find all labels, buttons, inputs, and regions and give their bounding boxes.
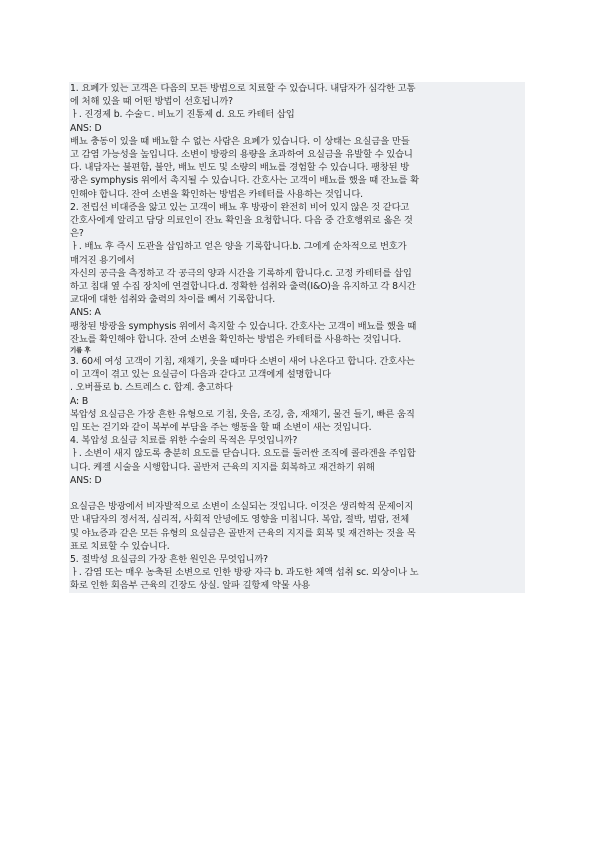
- text-line: 은?: [69, 227, 525, 240]
- text-line: 1. 요폐가 있는 고객은 다음의 모든 방법으로 치료할 수 있습니다. 내담자가 심각한 고통: [69, 82, 525, 95]
- answer-line: A: B: [69, 395, 525, 408]
- text-line: 배뇨 충동이 있을 때 배뇨할 수 없는 사람은 요폐가 있습니다. 이 상태는 요실금을 만들: [69, 135, 525, 148]
- answer-line: ANS: D: [69, 122, 525, 135]
- text-line: 만 내담자의 정서적, 심리적, 사회적 안녕에도 영향을 미칩니다. 복압, 절박, 범람, 전체: [69, 513, 525, 526]
- text-line: 인해야 합니다. 잔여 소변을 확인하는 방법은 카테터를 사용하는 것입니다.: [69, 188, 525, 201]
- text-line: 광은 symphysis 위에서 촉지될 수 있습니다. 간호사는 고객이 배뇨를 했을 때 잔뇨를 확: [69, 174, 525, 187]
- text-line: ㅏ. 감염 또는 매우 농축된 소변으로 인한 방광 자극 b. 과도한 체액 섭취 sc. 외상이나 노: [69, 566, 525, 579]
- text-line: 이 고객이 겪고 있는 요실금이 다음과 같다고 고객에게 설명합니다: [69, 368, 525, 381]
- text-line: ㅏ. 진경제 b. 수술ㄷ. 비뇨기 진통제 d. 요도 카테터 삽입: [69, 108, 525, 121]
- text-line: 및 야뇨증과 같은 모든 유형의 요실금은 골반저 근육의 지지를 회복 및 재건하는 것을 목: [69, 527, 525, 540]
- text-line: 잔뇨를 확인해야 합니다. 잔여 소변을 확인하는 방법은 카테터를 사용하는 것입니다.: [69, 333, 525, 346]
- text-line: 4. 복압성 요실금 치료를 위한 수술의 목적은 무엇입니까?: [69, 434, 525, 447]
- text-line: 매겨진 용기에서: [69, 254, 525, 267]
- text-line: 임 또는 걷기와 같이 복부에 부담을 주는 행동을 할 때 소변이 새는 것입니다.: [69, 421, 525, 434]
- text-line: 에 처해 있을 때 어떤 방법이 선호됩니까?: [69, 95, 525, 108]
- text-line: 교대에 대한 섭취와 출력의 차이를 빼서 기록합니다.: [69, 293, 525, 306]
- text-line: 복압성 요실금은 가장 흔한 유형으로 기침, 웃음, 조깅, 춤, 재채기, 물건 들기, 빠른 움직: [69, 408, 525, 421]
- text-line: ㅏ. 소변이 새지 않도록 충분히 요도를 닫습니다. 요도를 둘러싼 조직에 콜라겐을 주입합: [69, 447, 525, 460]
- text-line: 요실금은 방광에서 비자발적으로 소변이 소실되는 것입니다. 이것은 생리학적 문제이지: [69, 500, 525, 513]
- text-line: 하고 침대 옆 수집 장치에 연결합니다.d. 정확한 섭취와 출력(I&O)을 유지하고 각 8시간: [69, 280, 525, 293]
- text-line: ㅏ. 배뇨 후 즉시 도관을 삽입하고 얻은 양을 기록합니다.b. 그에게 순차적으로 번호가: [69, 240, 525, 253]
- text-line: 다. 내담자는 불편함, 불안, 배뇨 빈도 및 소량의 배뇨를 경험할 수 있습니다. 팽창된 방: [69, 161, 525, 174]
- answer-line: ANS: A: [69, 306, 525, 319]
- text-line: 5. 절박성 요실금의 가장 흔한 원인은 무엇입니까?: [69, 553, 525, 566]
- text-line: 2. 전립선 비대증을 앓고 있는 고객이 배뇨 후 방광이 완전히 비어 있지 않은 것 같다고: [69, 201, 525, 214]
- text-line: . 오버플로 b. 스트레스 c. 합계. 충고하다: [69, 381, 525, 394]
- text-line: 팽창된 방광을 symphysis 위에서 촉지할 수 있습니다. 간호사는 고객이 배뇨를 했을 때: [69, 320, 525, 333]
- blank-line: [69, 487, 525, 500]
- text-line: 화로 인한 회음부 근육의 긴장도 상실. 알파 길항제 약물 사용: [69, 579, 525, 592]
- text-line: 니다. 케겔 시술을 시행합니다. 골반저 근육의 지지를 회복하고 재건하기 위해: [69, 461, 525, 474]
- small-note: 기름 후: [69, 346, 525, 355]
- text-line: 3. 60세 여성 고객이 기침, 재채기, 웃을 때마다 소변이 새어 나온다고 합니다. 간호사는: [69, 355, 525, 368]
- answer-line: ANS: D: [69, 474, 525, 487]
- text-line: 자신의 공극을 측정하고 각 공극의 양과 시간을 기록하게 합니다.c. 고정 카테터를 삽입: [69, 267, 525, 280]
- text-line: 간호사에게 알리고 담당 의료인이 잔뇨 확인을 요청합니다. 다음 중 간호행위로 옳은 것: [69, 214, 525, 227]
- document-body: [69, 82, 525, 593]
- text-line: 표로 치료할 수 있습니다.: [69, 540, 525, 553]
- text-line: 고 감염 가능성을 높입니다. 소변이 방광의 용량을 초과하여 요실금을 유발할 수 있습니: [69, 148, 525, 161]
